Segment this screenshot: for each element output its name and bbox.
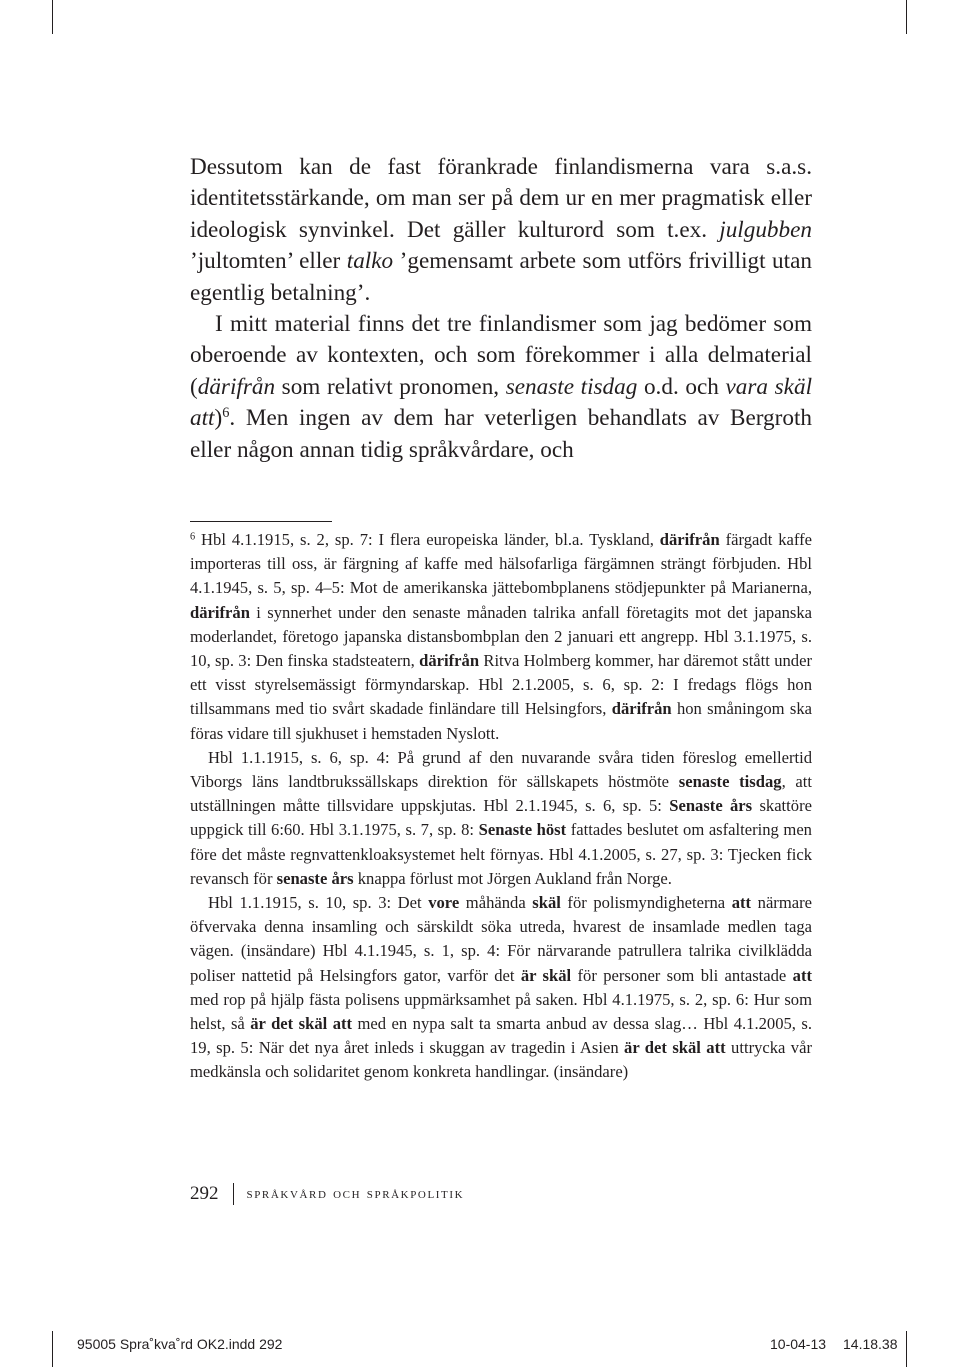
text-run: med en nypa salt ta smarta anbud av dessa slag… Hbl 4.1.2005, s. 19, sp. 5: När det nya året inleds i skuggan av tragedin i Asien bbox=[190, 1014, 813, 1058]
text-run: skattöre uppgick till 6:60. Hbl 3.1.1975, s. 7, sp. 8: bbox=[190, 796, 812, 840]
text-run: Dessutom kan de fast förankrade finlandismerna vara s.a.s. identitetsstärkande, om man ser på dem ur en mer pragmatisk eller ideologisk synvinkel. Det gäller kulturord som t.ex. bbox=[190, 154, 812, 243]
text-run: ’gemensamt arbete som utförs frivilligt utan egentlig betalning’. bbox=[190, 248, 812, 306]
text-run: Hbl 1.1.1915, s. 6, sp. 4: På grund af den nuvarande svåra tiden föreslog emellertid Viborgs läns landtbrukssällskaps direktion för sällskapets höstmöte bbox=[190, 747, 812, 792]
bold-term: därifrån bbox=[419, 651, 480, 671]
bold-term: Senaste höst bbox=[478, 820, 567, 840]
crop-mark-top-left bbox=[52, 0, 53, 34]
text-run: med rop på hjälp fästa polisens uppmärksamhet på saken. Hbl 4.1.1975, s. 2, sp. 6: Hur som helst, så bbox=[190, 989, 812, 1034]
text-run: . Men ingen av dem har veterligen behandlats av Bergroth eller någon annan tidig språkvårdare, och bbox=[190, 405, 812, 463]
footer-separator bbox=[233, 1183, 234, 1205]
body-paragraph-1 bbox=[190, 152, 812, 309]
bold-term: senaste års bbox=[276, 868, 354, 888]
text-run: i synnerhet under den senaste månaden talrika anfall företagits mot det japanska moderlandet, företogo japanska distansbombplan den 2 januari ett angrepp. Hbl 3.1.1975, s. 10, sp. 3: Den finska stadsteatern, bbox=[190, 602, 812, 671]
italic-term: vara skäl att bbox=[190, 373, 813, 432]
bold-term: senaste tisdag bbox=[678, 772, 782, 792]
footnotes bbox=[190, 528, 812, 1085]
text-run: som relativt pronomen, bbox=[275, 373, 506, 400]
italic-term: julgubben bbox=[719, 216, 812, 243]
text-run: hon småningom ska föras vidare till sjukhuset i hemstaden Nyslott. bbox=[190, 699, 813, 743]
italic-term: talko bbox=[346, 248, 394, 275]
footnote-paragraph-1 bbox=[190, 528, 812, 746]
footnote-rule bbox=[190, 521, 332, 522]
bold-term: Senaste års bbox=[669, 796, 753, 816]
bold-term: därifrån bbox=[659, 530, 720, 549]
bold-term: vore bbox=[428, 893, 460, 913]
main-text bbox=[190, 152, 812, 466]
text-run: närmare öfvervaka denna insamling och särskildt söka utreda, hvarest de insamlade medlen taga vägen. (insändare) Hbl 4.1.1945, s. 1, sp. 4: För närvarande patrullera talrika civilklädda poliser nattetid på Helsingfors gator, varför det bbox=[190, 893, 812, 985]
bold-term: är det skäl att bbox=[624, 1038, 726, 1058]
slug-file: 95005 Spra˚kva˚rd OK2.indd 292 bbox=[77, 1336, 283, 1352]
page-number: 292 bbox=[190, 1183, 219, 1204]
bold-term: att bbox=[731, 893, 752, 913]
text-run: Ritva Holmberg kommer, har däremot stått under ett visst styrelsemässigt förmyndarskap. Hbl 2.1.2005, s. 6, sp. 2: I fredags flögs hon tillsammans med tio svårt skadade finländare till Helsingfors, bbox=[190, 651, 812, 719]
crop-mark-top-right bbox=[906, 0, 907, 34]
italic-term: därifrån bbox=[197, 373, 276, 400]
text-run: färgadt kaffe importeras till oss, är färgning af kaffe med hälsofarliga färgämnen strängt förbjuden. Hbl 4.1.1945, s. 5, sp. 4–5: Mot de amerikanska jättebombplanens stödjepunkter på Marianerna, bbox=[190, 530, 812, 598]
bold-term: är skäl bbox=[520, 965, 572, 985]
text-run: uttrycka vår medkänsla och solidaritet genom konkreta handlingar. (insändare) bbox=[190, 1038, 813, 1082]
text-run: för personer som bli antastade bbox=[571, 965, 793, 985]
text-run: Hbl 1.1.1915, s. 10, sp. 3: Det bbox=[208, 893, 429, 913]
italic-term: senaste tisdag bbox=[505, 373, 638, 400]
text-run: fattades beslutet om asfaltering men före det måste regnvattenkloaksystemet helt förnyas. Hbl 4.1.2005, s. 27, sp. 3: Tjecken fick revansch för bbox=[190, 820, 812, 888]
running-section-title: språkvård och språkpolitik bbox=[246, 1185, 465, 1202]
bold-term: skäl bbox=[532, 893, 561, 913]
text-run: ) bbox=[214, 405, 223, 432]
slug-time: 14.18.38 bbox=[843, 1336, 898, 1352]
bold-term: därifrån bbox=[190, 602, 250, 622]
text-run: för polismyndigheterna bbox=[560, 893, 732, 913]
body-paragraph-2 bbox=[190, 309, 812, 466]
bold-term: är det skäl att bbox=[250, 1014, 353, 1034]
text-run: måhända bbox=[459, 893, 533, 913]
text-run: I mitt material finns det tre finlandismer som jag bedömer som oberoende av kontexten, och som förekommer i alla delmaterial ( bbox=[190, 311, 812, 400]
slug-date: 10-04-13 bbox=[770, 1336, 827, 1352]
crop-mark-bottom-right bbox=[906, 1331, 907, 1367]
footnote-paragraph-3 bbox=[190, 891, 812, 1085]
text-run: Hbl 4.1.1915, s. 2, sp. 7: I flera europeiska länder, bl.a. Tyskland, bbox=[195, 530, 660, 549]
footnote-paragraph-2 bbox=[190, 746, 812, 891]
bold-term: att bbox=[792, 965, 812, 985]
text-run: knappa förlust mot Jörgen Aukland från Norge. bbox=[353, 868, 672, 888]
crop-mark-bottom-left bbox=[52, 1331, 53, 1367]
bold-term: därifrån bbox=[611, 699, 672, 719]
footnote-marker: 6 bbox=[222, 405, 230, 422]
text-run: o.d. och bbox=[637, 373, 726, 400]
page-footer bbox=[190, 1183, 464, 1205]
text-run: , att utställningen måtte tillsvidare uppskjutas. Hbl 2.1.1945, s. 6, sp. 5: bbox=[190, 772, 812, 816]
text-run: ’jultomten’ eller bbox=[190, 248, 347, 275]
footnote-marker: 6 bbox=[190, 531, 196, 543]
